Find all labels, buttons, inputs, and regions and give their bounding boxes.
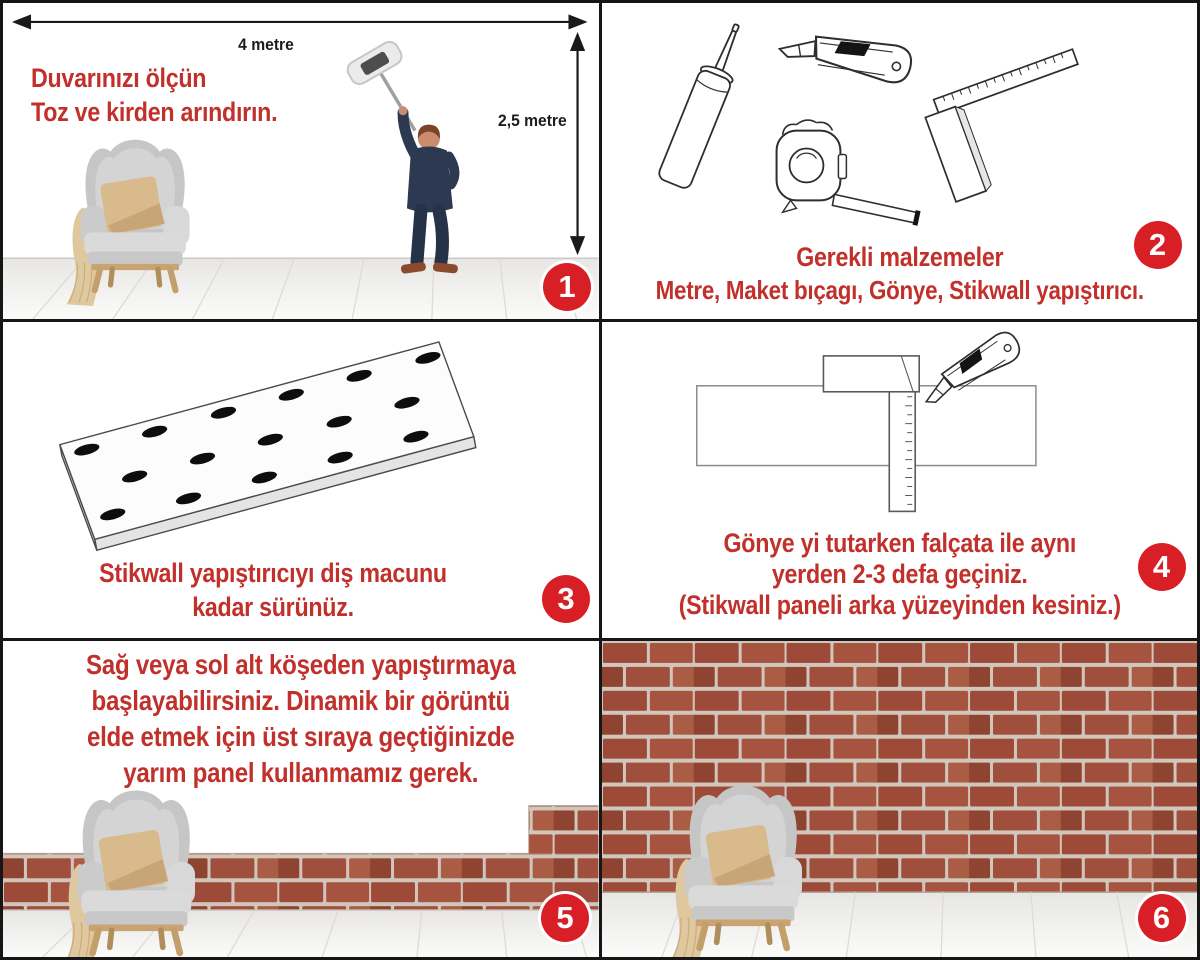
utility-knife-icon — [777, 30, 913, 85]
step-badge-1: 1 — [543, 263, 591, 311]
instruction-line: Duvarınızı ölçün — [31, 63, 207, 93]
try-square-icon — [920, 49, 1107, 202]
horizontal-measure-arrow-icon — [15, 16, 585, 28]
panel-4-instruction — [643, 528, 1155, 621]
instruction-line: Toz ve kirden arındırın. — [31, 97, 278, 127]
tape-measure-icon — [776, 120, 920, 226]
panel-3-instruction — [41, 556, 505, 624]
instruction-line: kadar sürünüz. — [192, 592, 354, 622]
silicone-tube-icon — [656, 19, 752, 191]
instruction-line: Gerekli malzemeler — [795, 242, 1003, 272]
instruction-line: Metre, Maket bıçagı, Gönye, Stikwall yapıştırıcı. — [655, 275, 1144, 305]
step-badge-5: 5 — [541, 894, 589, 942]
step-badge-6: 6 — [1138, 894, 1186, 942]
instruction-line: başlayabilirsiniz. Dinamik bir görüntü — [91, 685, 510, 716]
step-badge-3: 3 — [542, 575, 590, 623]
panel-5-start-corner — [3, 641, 599, 957]
panel-6-finished-wall — [602, 641, 1198, 957]
panel-6-art — [602, 641, 1198, 957]
step-badge-2: 2 — [1134, 221, 1182, 269]
panel-4-cut-panel — [602, 322, 1198, 638]
width-measure-label: 4 metre — [238, 35, 294, 54]
brick-wall-full-icon — [602, 641, 1198, 892]
panel-1-instruction — [31, 61, 543, 129]
height-measure-label: 2,5 metre — [498, 111, 567, 130]
instruction-line: yarım panel kullanmamız gerek. — [123, 757, 479, 788]
vertical-measure-arrow-icon — [572, 35, 584, 252]
panel-2-instruction — [643, 241, 1155, 307]
instruction-line: Gönye yi tutarken falçata ile aynı — [722, 528, 1076, 558]
panel-outline-icon — [696, 386, 1035, 466]
instruction-line: yerden 2-3 defa geçiniz. — [771, 559, 1028, 589]
panel-5-instruction — [45, 647, 557, 791]
panel-with-adhesive-dots-icon — [60, 342, 476, 550]
panel-3-apply-adhesive — [3, 322, 599, 638]
instruction-line: Stikwall yapıştırıcıyı diş macunu — [99, 558, 447, 588]
panel-2-materials — [602, 3, 1198, 319]
panel-1-art — [3, 3, 599, 319]
panel-1-measure-wall — [3, 3, 599, 319]
instruction-line: elde etmek için üst sıraya geçtiğinizde — [86, 721, 515, 752]
instruction-line: (Stikwall paneli arka yüzeyinden kesiniz.) — [678, 590, 1121, 620]
instruction-line: Sağ veya sol alt köşeden yapıştırmaya — [86, 649, 516, 680]
step-badge-4: 4 — [1138, 543, 1186, 591]
